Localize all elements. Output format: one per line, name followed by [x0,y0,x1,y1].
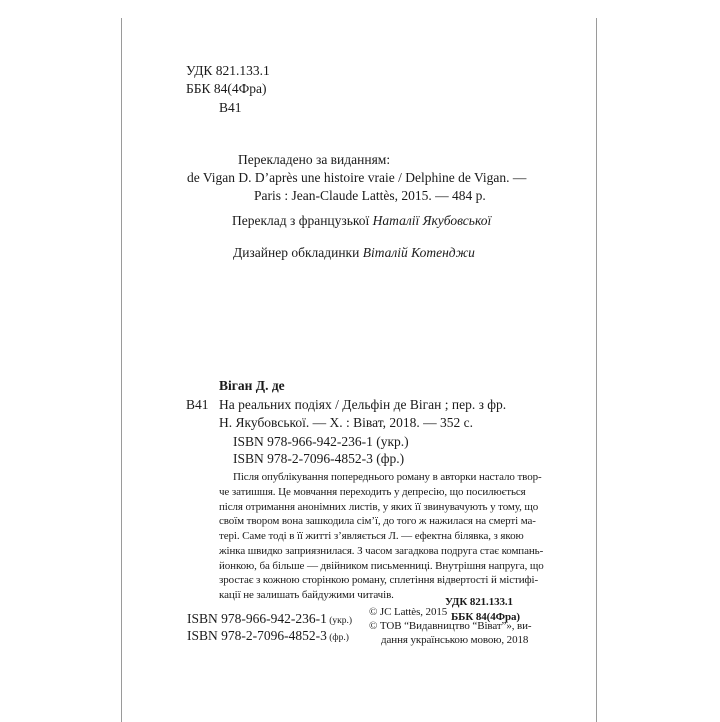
cover-designer-name: Віталій Котенджи [362,245,475,260]
original-edition-heading: Перекладено за виданням: [238,152,391,167]
udk-code: УДК 821.133.1 [186,63,270,78]
original-edition-citation: de Vigan D. D’après une histoire vraie / Delphine de Vigan. — [187,170,527,185]
footer-isbn-ukr-suffix: (укр.) [326,616,353,626]
annotation-line: кації не залишать байдужими читачів. [219,589,394,601]
copyright-translation: © ТОВ “Видавництво “Віват”», ви- [369,620,532,632]
annotation-line: че затишшя. Це мовчання переходить у депресію, що посилюється [219,486,526,498]
translator-prefix: Переклад з французької [232,213,373,228]
catalog-isbn-fr: ISBN 978-2-7096-4852-3 (фр.) [233,451,405,466]
cover-designer-prefix: Дизайнер обкладинки [233,245,363,260]
footer-isbn-fr-suffix: (фр.) [326,633,349,643]
catalog-isbn-ukr: ISBN 978-966-942-236-1 (укр.) [233,434,409,449]
catalog-code: В41 [186,397,209,412]
annotation-line: зростає з кожною сторінкою роману, сплетіння відвертості й містифі- [219,574,539,586]
translator-name: Наталії Якубовської [372,213,492,228]
catalog-author: Віган Д. де [219,378,285,393]
original-edition-publisher: Paris : Jean-Claude Lattès, 2015. — 484 p. [254,188,486,203]
bbk-code: ББК 84(4Фра) [186,81,267,96]
bottom-udk-code: УДК 821.133.1 [445,596,513,608]
footer-isbn-fr-number: ISBN 978-2-7096-4852-3 [187,628,327,643]
footer-isbn-fr [187,628,349,646]
footer-isbn-ukr [187,611,352,629]
catalog-index: В41 [219,100,242,115]
annotation-line: своїм твором вона зашкодила сім’ї, до того ж нажилася на смерті ма- [219,515,536,527]
copyright-original: © JC Lattès, 2015 [369,606,448,618]
annotation-line: Після опублікування попереднього роману в авторки настало твор- [233,471,542,483]
catalog-title-line: На реальних подіях / Дельфін де Віган ; пер. з фр. [219,397,507,412]
annotation-line: тері. Саме тоді в її житті з’являється Л. — ефектна білявка, з якою [219,530,524,542]
annotation-line: жінка швидко заприязнилася. З часом загадкова подруга стає компань- [219,545,544,557]
bottom-bbk-code: ББК 84(4Фра) [451,611,520,623]
cover-designer-credit [233,245,475,261]
annotation-line: після отримання анонімних листів, у яких її звинувачують у тому, що [219,501,539,513]
footer-isbn-ukr-number: ISBN 978-966-942-236-1 [187,611,327,626]
translator-credit [232,213,491,229]
catalog-publication-line: Н. Якубовської. — Х. : Віват, 2018. — 352 с. [219,415,473,430]
copyright-translation-cont: дання українською мовою, 2018 [381,634,529,646]
annotation-line: йонкою, ба більше — двійником письменниці. Внутрішня напруга, що [219,560,544,572]
